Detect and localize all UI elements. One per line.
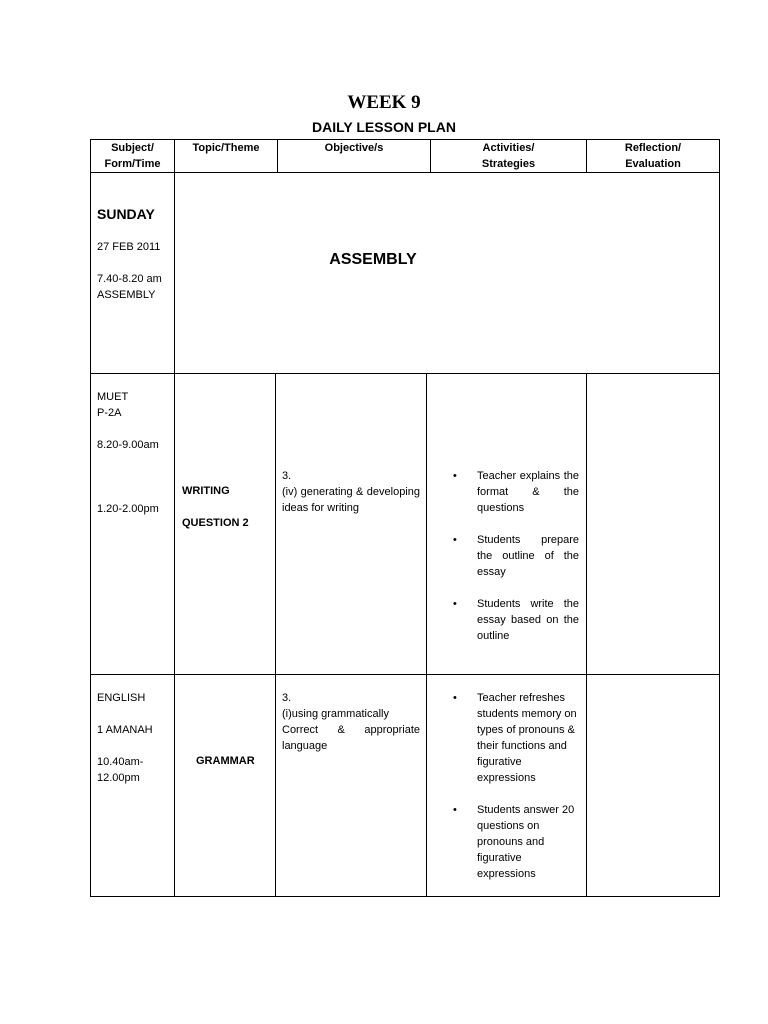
header-reflection: Reflection/ Evaluation: [624, 142, 682, 170]
activity-item: • Students answer 20 questions on pronouns and figurative expressions: [449, 802, 579, 882]
row1-subject-cell: [97, 205, 173, 303]
row3-activities-cell: [449, 690, 579, 898]
form-label: P-2A: [97, 407, 122, 419]
topic-label: WRITING: [182, 485, 230, 497]
activity-item: • Students write the essay based on the outline: [449, 596, 579, 644]
activity-item: • Teacher refreshes students memory on types of pronouns & their functions and figurative expressions: [449, 690, 579, 786]
header-subject: Subject/ Form/Time: [104, 142, 161, 170]
objective-text: Correct & appropriate language: [282, 724, 420, 752]
objective-text: (iv) generating & developing ideas for writing: [282, 486, 420, 514]
row3-objective-cell: [282, 690, 420, 754]
form-label: 1 AMANAH: [97, 724, 153, 736]
activity-item: • Teacher explains the format & the questions: [449, 468, 579, 516]
row2-subject-cell: [97, 389, 173, 517]
day-label: SUNDAY: [97, 206, 155, 222]
row3-topic-cell: GRAMMAR: [196, 755, 255, 767]
objective-text: (i)using grammatically: [282, 708, 389, 720]
time-label: 7.40-8.20 am: [97, 273, 162, 285]
page-subtitle: DAILY LESSON PLAN: [312, 119, 456, 135]
row2-objective-cell: [282, 468, 420, 516]
date-label: 27 FEB 2011: [97, 241, 161, 253]
row2-activities-cell: [449, 468, 579, 660]
assembly-label: ASSEMBLY: [97, 289, 156, 301]
time-label: 10.40am-12.00pm: [97, 756, 144, 784]
page-title: WEEK 9: [347, 92, 421, 113]
subject-label: MUET: [97, 391, 129, 403]
assembly-merged-cell: ASSEMBLY: [329, 251, 417, 268]
header-topic: Topic/Theme: [192, 142, 260, 154]
time-label: 1.20-2.00pm: [97, 503, 159, 515]
subject-label: ENGLISH: [97, 692, 146, 704]
header-objective: Objective/s: [324, 142, 384, 154]
row2-topic-cell: [182, 483, 272, 531]
topic-label: QUESTION 2: [182, 517, 249, 529]
time-label: 8.20-9.00am: [97, 439, 159, 451]
row3-subject-cell: [97, 690, 173, 786]
objective-number: 3.: [282, 470, 292, 482]
activity-item: • Students prepare the outline of the essay: [449, 532, 579, 580]
header-activities: Activities/ Strategies: [481, 142, 536, 170]
objective-number: 3.: [282, 692, 292, 704]
